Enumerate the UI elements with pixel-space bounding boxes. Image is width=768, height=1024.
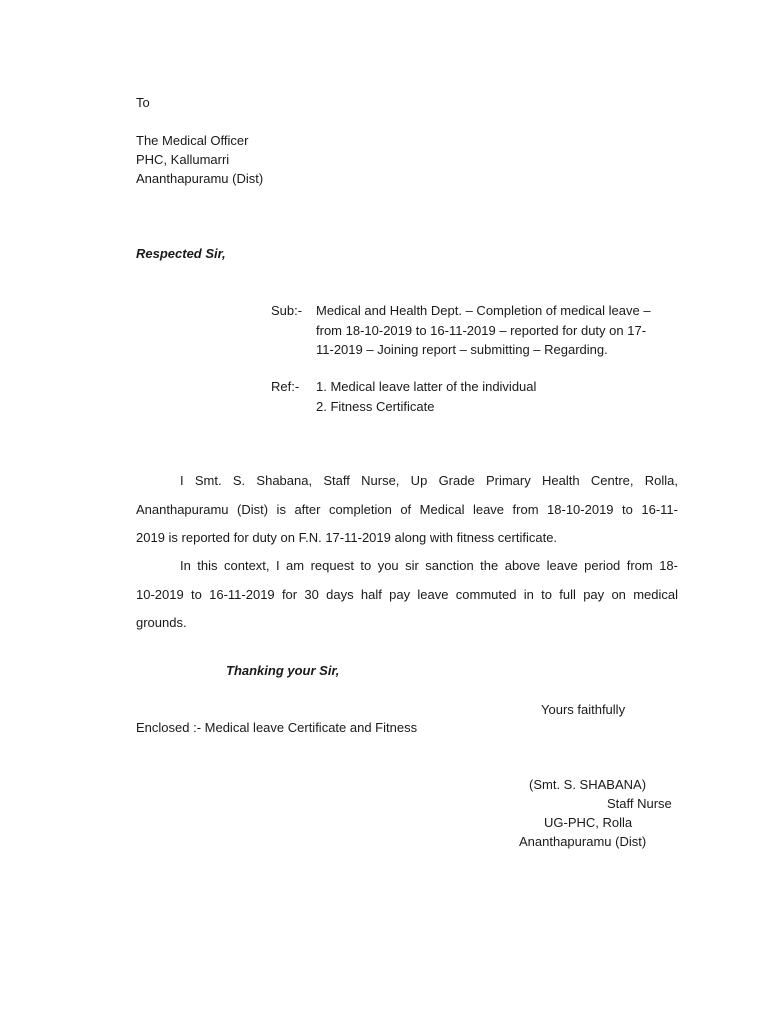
signatory-office: UG-PHC, Rolla bbox=[544, 815, 633, 830]
subject-line: 11-2019 – Joining report – submitting – Regarding. bbox=[316, 342, 608, 357]
body-paragraph-1 bbox=[136, 467, 678, 553]
subject-line: Medical and Health Dept. – Completion of medical leave – bbox=[316, 303, 651, 318]
salutation: Respected Sir, bbox=[136, 246, 226, 261]
body-line: 10-2019 to 16-11-2019 for 30 days half pay leave commuted in to full pay on medical bbox=[136, 586, 678, 602]
recipient-line: PHC, Kallumarri bbox=[136, 152, 230, 167]
recipient-line: Ananthapuramu (Dist) bbox=[136, 171, 264, 186]
signatory-name: (Smt. S. SHABANA) bbox=[529, 777, 647, 792]
signatory-district: Ananthapuramu (Dist) bbox=[519, 834, 647, 849]
thanks-line: Thanking your Sir, bbox=[226, 663, 340, 678]
recipient-line: The Medical Officer bbox=[136, 133, 249, 148]
closing-line: Yours faithfully bbox=[541, 702, 626, 717]
reference-item: 1. Medical leave latter of the individual bbox=[316, 379, 537, 394]
body-line: Ananthapuramu (Dist) is after completion of Medical leave from 18-10-2019 to 16-11- bbox=[136, 501, 678, 517]
body-line: grounds. bbox=[136, 615, 187, 631]
subject-label: Sub:- bbox=[271, 303, 303, 318]
to-label: To bbox=[136, 95, 150, 110]
subject-text bbox=[316, 301, 678, 360]
signatory-designation: Staff Nurse bbox=[607, 796, 672, 811]
body-paragraph-2 bbox=[136, 552, 678, 638]
body-line: In this context, I am request to you sir sanction the above leave period from 18- bbox=[180, 558, 678, 573]
enclosure-line: Enclosed :- Medical leave Certificate and Fitness bbox=[136, 720, 418, 735]
body-line: I Smt. S. Shabana, Staff Nurse, Up Grade Primary Health Centre, Rolla, bbox=[180, 473, 678, 488]
subject-line: from 18-10-2019 to 16-11-2019 – reported for duty on 17- bbox=[316, 322, 647, 338]
reference-label: Ref:- bbox=[271, 379, 300, 394]
reference-item: 2. Fitness Certificate bbox=[316, 398, 435, 414]
reference-list bbox=[316, 377, 678, 416]
body-line: 2019 is reported for duty on F.N. 17-11-2019 along with fitness certificate. bbox=[136, 530, 558, 546]
